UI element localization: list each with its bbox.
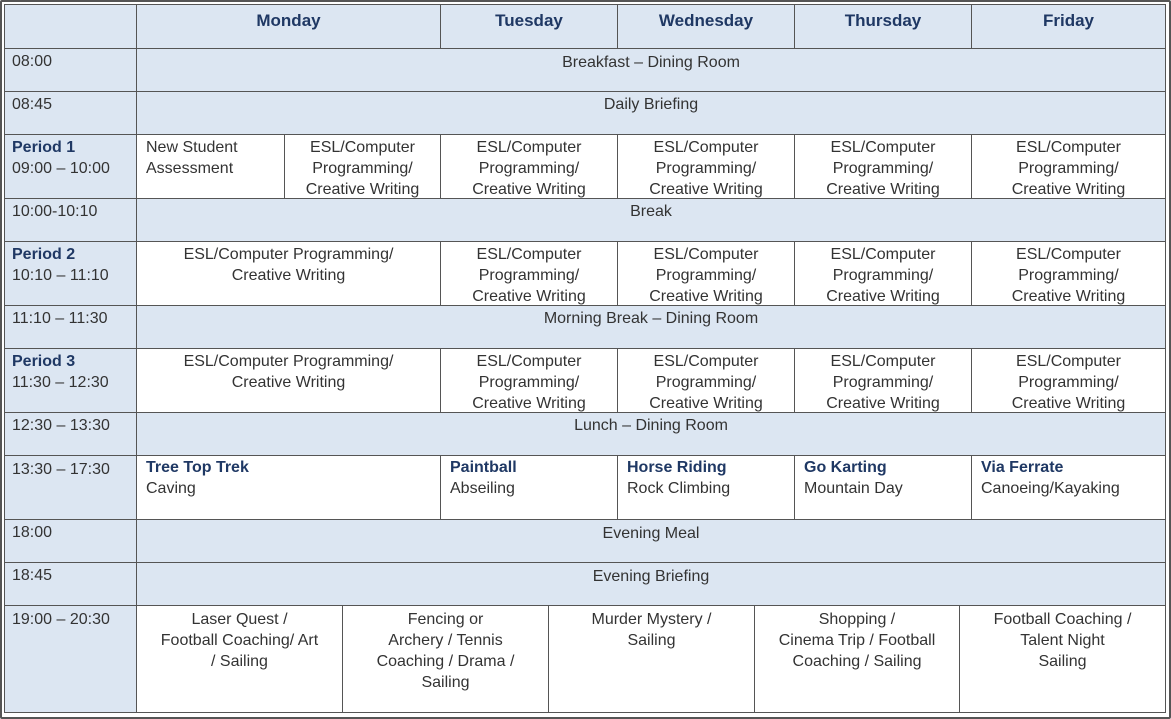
time-0800: 08:00	[4, 48, 137, 92]
p2-thursday: ESL/Computer Programming/ Creative Writing	[794, 241, 972, 306]
p3-wednesday: ESL/Computer Programming/ Creative Writing	[617, 348, 795, 413]
evening-activity-5: Football Coaching / Talent Night Sailing	[959, 605, 1166, 713]
period-3-label: Period 3	[12, 353, 76, 370]
period-3-time: 11:30 – 12:30	[12, 374, 109, 391]
period-1-time: 09:00 – 10:00	[12, 160, 110, 177]
afternoon-thursday-title: Go Karting	[804, 459, 887, 476]
time-1000: 10:00-10:10	[4, 198, 137, 242]
time-0845: 08:45	[4, 91, 137, 135]
p2-tuesday: ESL/Computer Programming/ Creative Writing	[440, 241, 618, 306]
afternoon-monday-sub: Caving	[146, 480, 196, 497]
afternoon-wednesday-sub: Rock Climbing	[627, 480, 731, 497]
period-2-label: Period 2	[12, 246, 76, 263]
break-cell: Break	[136, 198, 1166, 242]
time-1110: 11:10 – 11:30	[4, 305, 137, 349]
afternoon-friday-sub: Canoeing/Kayaking	[981, 480, 1120, 497]
time-evening: 19:00 – 20:30	[4, 605, 137, 713]
lunch-cell: Lunch – Dining Room	[136, 412, 1166, 456]
header-friday: Friday	[971, 4, 1166, 49]
daily-briefing-cell: Daily Briefing	[136, 91, 1166, 135]
time-1845: 18:45	[4, 562, 137, 606]
period-1-label: Period 1	[12, 139, 76, 156]
header-thursday: Thursday	[794, 4, 972, 49]
evening-meal-cell: Evening Meal	[136, 519, 1166, 563]
p3-tuesday: ESL/Computer Programming/ Creative Writing	[440, 348, 618, 413]
p1-thursday: ESL/Computer Programming/ Creative Writing	[794, 134, 972, 199]
period-2-label-cell	[4, 241, 137, 306]
p1-friday: ESL/Computer Programming/ Creative Writing	[971, 134, 1166, 199]
p2-wednesday: ESL/Computer Programming/ Creative Writing	[617, 241, 795, 306]
p1-monday-lessons: ESL/Computer Programming/ Creative Writing	[284, 134, 441, 199]
header-tuesday: Tuesday	[440, 4, 618, 49]
time-1230: 12:30 – 13:30	[4, 412, 137, 456]
time-afternoon: 13:30 – 17:30	[4, 455, 137, 520]
header-monday: Monday	[136, 4, 441, 49]
afternoon-thursday-sub: Mountain Day	[804, 480, 903, 497]
header-corner-cell	[4, 4, 137, 49]
afternoon-friday-title: Via Ferrate	[981, 459, 1064, 476]
p2-friday: ESL/Computer Programming/ Creative Writing	[971, 241, 1166, 306]
period-2-time: 10:10 – 11:10	[12, 267, 109, 284]
header-wednesday: Wednesday	[617, 4, 795, 49]
p3-friday: ESL/Computer Programming/ Creative Writing	[971, 348, 1166, 413]
period-3-label-cell	[4, 348, 137, 413]
evening-activity-4: Shopping / Cinema Trip / Football Coaching / Sailing	[754, 605, 960, 713]
period-1-label-cell	[4, 134, 137, 199]
afternoon-tuesday-title: Paintball	[450, 459, 517, 476]
evening-activity-1: Laser Quest / Football Coaching/ Art / Sailing	[136, 605, 343, 713]
breakfast-cell: Breakfast – Dining Room	[136, 48, 1166, 92]
time-1800: 18:00	[4, 519, 137, 563]
afternoon-tuesday-sub: Abseiling	[450, 480, 515, 497]
p3-thursday: ESL/Computer Programming/ Creative Writing	[794, 348, 972, 413]
afternoon-monday-title: Tree Top Trek	[146, 459, 249, 476]
afternoon-monday	[136, 455, 441, 520]
afternoon-tuesday	[440, 455, 618, 520]
p3-monday: ESL/Computer Programming/ Creative Writing	[136, 348, 441, 413]
p1-monday-assessment: New Student Assessment	[136, 134, 285, 199]
afternoon-friday	[971, 455, 1166, 520]
p1-tuesday: ESL/Computer Programming/ Creative Writing	[440, 134, 618, 199]
p2-monday: ESL/Computer Programming/ Creative Writing	[136, 241, 441, 306]
afternoon-wednesday-title: Horse Riding	[627, 459, 727, 476]
p1-wednesday: ESL/Computer Programming/ Creative Writing	[617, 134, 795, 199]
afternoon-wednesday	[617, 455, 795, 520]
evening-activity-3: Murder Mystery / Sailing	[548, 605, 755, 713]
morning-break-cell: Morning Break – Dining Room	[136, 305, 1166, 349]
evening-briefing-cell: Evening Briefing	[136, 562, 1166, 606]
afternoon-thursday	[794, 455, 972, 520]
evening-activity-2: Fencing or Archery / Tennis Coaching / Drama / Sailing	[342, 605, 549, 713]
